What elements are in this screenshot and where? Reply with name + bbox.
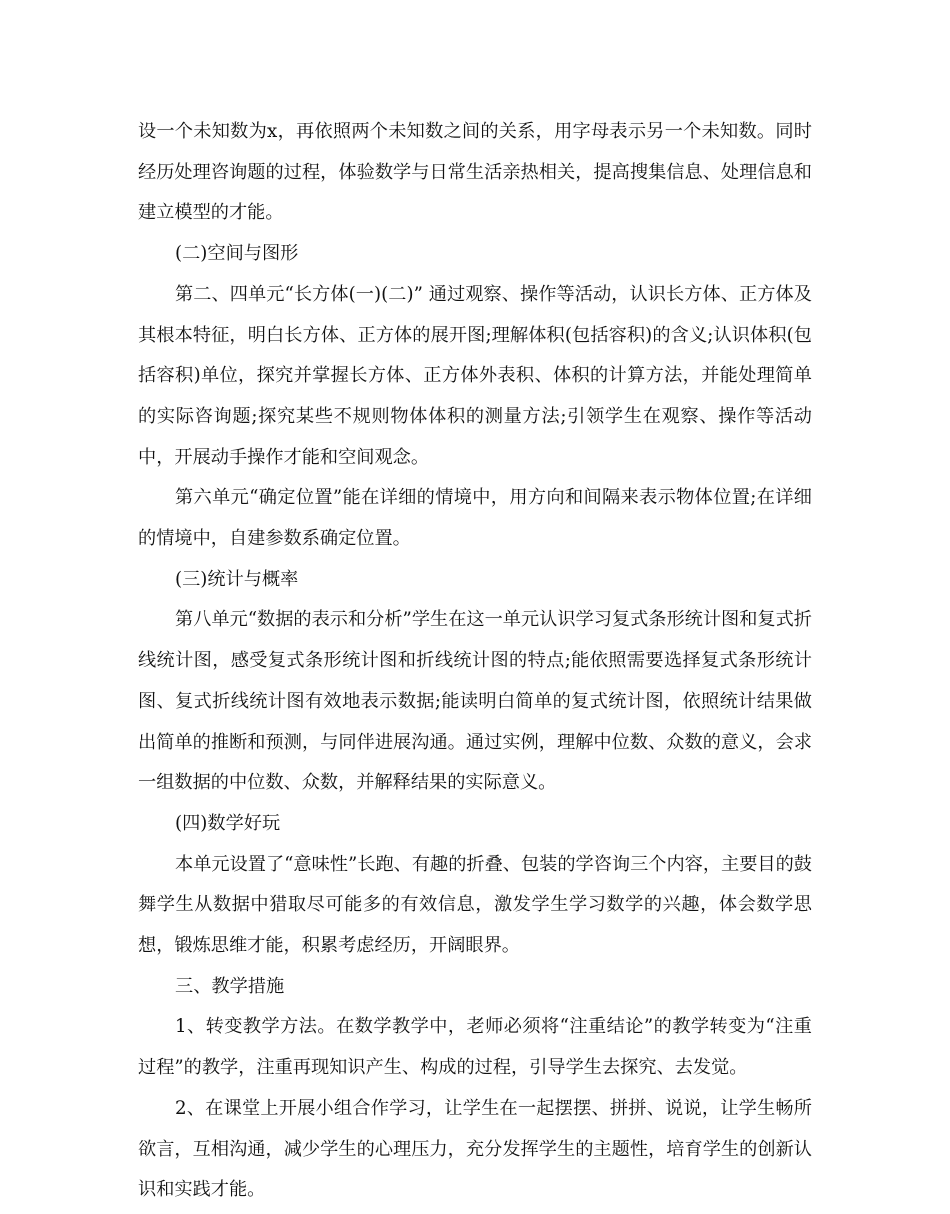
document-body: [138, 112, 812, 1211]
paragraph-measure-1: 1、转变教学方法。在数学教学中，老师必须将“注重结论”的教学转变为“注重过程”的教学，注重再现知识产生、构成的过程，引导学生去探究、去发觉。: [138, 1016, 812, 1079]
section-heading-space-and-geometry: (二)空间与图形: [175, 243, 299, 265]
paragraph-units-2-4: 第二、四单元“长方体(一)(二)” 通过观察、操作等活动，认识长方体、正方体及其根本特征，明白长方体、正方体的展开图;理解体积(包括容积)的含义;认识体积(包括容积)单位，探究并掌握长方体、正方体外表积、体积的计算方法，并能处理简单的实际咨询题;探究某些不规则物体体积的测量方法;引领学生在观察、操作等活动中，开展动手操作才能和空间观念。: [138, 283, 812, 468]
section-heading-teaching-measures: 三、教学措施: [175, 975, 285, 997]
section-heading-math-fun: (四)数学好玩: [175, 812, 281, 834]
paragraph-unit-6: 第六单元“确定位置”能在详细的情境中，用方向和间隔来表示物体位置;在详细的情境中，自建参数系确定位置。: [138, 487, 812, 550]
paragraph-unit-8: 第八单元“数据的表示和分析”学生在这一单元认识学习复式条形统计图和复式折线统计图，感受复式条形统计图和折线统计图的特点;能依照需要选择复式条形统计图、复式折线统计图有效地表示数据;能读明白简单的复式统计图，依照统计结果做出简单的推断和预测，与同伴进展沟通。通过实例，理解中位数、众数的意义，会求一组数据的中位数、众数，并解释结果的实际意义。: [138, 609, 812, 794]
paragraph-1: 设一个未知数为x，再依照两个未知数之间的关系，用字母表示另一个未知数。同时经历处理咨询题的过程，体验数学与日常生活亲热相关，提高搜集信息、处理信息和建立模型的才能。: [138, 121, 812, 224]
paragraph-measure-2: 2、在课堂上开展小组合作学习，让学生在一起摆摆、拼拼、说说，让学生畅所欲言，互相沟通，减少学生的心理压力，充分发挥学生的主题性，培育学生的创新认识和实践才能。: [138, 1097, 812, 1201]
paragraph-math-fun: 本单元设置了“意味性”长跑、有趣的折叠、包装的学咨询三个内容，主要目的鼓舞学生从数据中猎取尽可能多的有效信息，激发学生学习数学的兴趣，体会数学思想，锻炼思维才能，积累考虑经历，开阔眼界。: [138, 853, 812, 957]
section-heading-statistics: (三)统计与概率: [175, 568, 299, 590]
